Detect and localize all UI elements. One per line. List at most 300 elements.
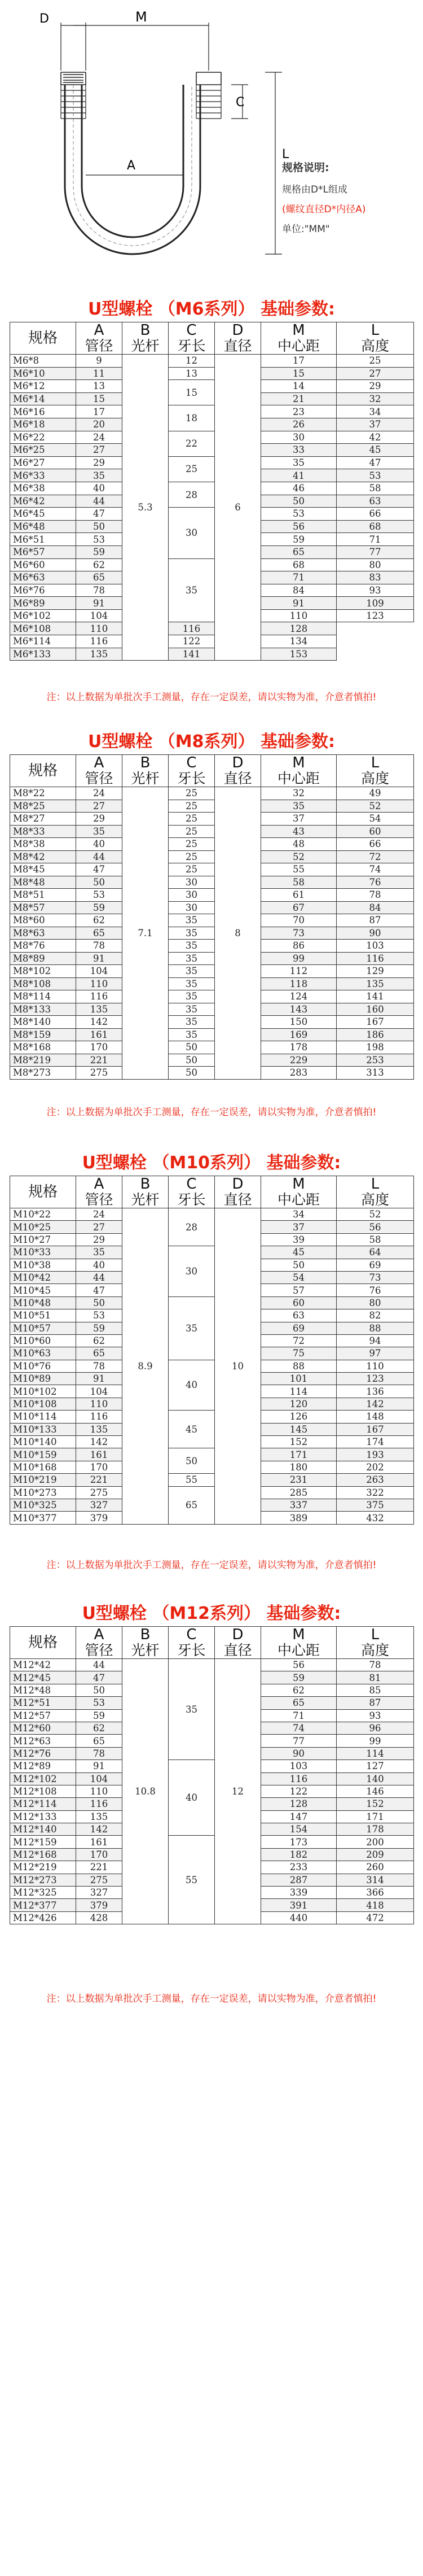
header-letter: A [94,1626,104,1643]
table-cell: 116 [76,635,122,648]
c-value-cell: 45 [169,1411,215,1448]
table-cell: 96 [337,1722,414,1734]
d-value-cell: 8 [215,787,261,1080]
table-cell: 53 [76,1697,122,1709]
table-cell: 53 [76,889,122,902]
table-cell: 40 [76,482,122,495]
table-cell: 83 [337,571,414,584]
c-value-cell: 35 [169,977,215,990]
table-cell: M10*57 [10,1322,76,1334]
table-cell: M6*16 [10,405,76,418]
table-cell: 174 [337,1436,414,1448]
header-cell [76,1627,122,1659]
table-cell: M6*48 [10,520,76,533]
header-cell [215,1627,261,1659]
table-cell: 84 [261,584,337,597]
header-label: 管径 [85,338,113,354]
c-value-cell: 25 [169,787,215,800]
table-row [10,355,414,368]
table-cell: 391 [261,1899,337,1911]
table-row [10,405,414,418]
table-cell: 47 [76,1284,122,1296]
table-cell: 65 [76,1347,122,1360]
table-cell: 313 [337,1067,414,1080]
dim-label-a: A [127,159,136,173]
table-cell: M12*42 [10,1659,76,1671]
table-cell: 45 [261,1246,337,1259]
table-cell: 104 [76,965,122,978]
header-cell [10,322,76,355]
table-cell: M8*159 [10,1028,76,1041]
table-cell: M8*114 [10,990,76,1003]
c-value-cell: 25 [169,850,215,863]
header-cell [10,1627,76,1659]
table-cell: 78 [76,584,122,597]
header-label: 光杆 [131,338,160,354]
table-cell: M6*63 [10,571,76,584]
table-cell: 85 [337,1684,414,1696]
table-cell: 91 [76,597,122,610]
table-cell: 123 [337,609,414,622]
table-cell: 182 [261,1848,337,1861]
header-label: 光杆 [131,1642,160,1658]
header-letter: L [371,322,380,339]
table-cell: 141 [337,990,414,1003]
table-cell: M8*45 [10,863,76,876]
table-row [10,1836,414,1848]
table-cell: M12*168 [10,1848,76,1861]
table-cell: M6*18 [10,418,76,431]
table-row [10,813,414,826]
header-spec-label: 规格 [28,762,58,779]
table-cell: 60 [261,1296,337,1309]
c-value-cell: 35 [169,1028,215,1041]
table-cell: 53 [76,533,122,546]
table-cell: 35 [76,469,122,482]
header-cell [215,1176,261,1208]
table-cell: 47 [76,1671,122,1684]
c-value-cell: 25 [169,863,215,876]
table-cell: M10*63 [10,1347,76,1360]
table-cell: 366 [337,1887,414,1899]
table-cell: 30 [261,431,337,444]
table-cell: 54 [261,1271,337,1283]
c-value-cell: 25 [169,800,215,813]
table-row [10,456,414,469]
section-title: U型螺栓 （M12系列） 基础参数: [82,1604,341,1623]
table-cell: 170 [76,1461,122,1473]
table-cell: M6*42 [10,495,76,508]
table-cell: 58 [337,1233,414,1246]
d-value-cell: 6 [215,355,261,661]
table-cell: 37 [261,813,337,826]
table-cell: 142 [76,1436,122,1448]
table-cell: 73 [261,927,337,940]
table-cell: 140 [337,1772,414,1785]
table-cell: 120 [261,1398,337,1410]
table-cell: 58 [337,482,414,495]
table-cell: 129 [337,965,414,978]
table-cell: M6*51 [10,533,76,546]
table-cell: 70 [261,914,337,927]
table-cell: 35 [261,456,337,469]
c-value-cell: 25 [169,813,215,826]
section-note: 注：以上数据为单批次手工测量，存在一定误差，请以实物为准，介意者慎拍! [46,1107,377,1118]
spec-table [10,754,414,1080]
table-cell: M6*57 [10,545,76,558]
table-cell: 78 [76,940,122,953]
table-cell: 59 [76,901,122,914]
table-cell: 161 [76,1836,122,1848]
table-cell: 180 [261,1461,337,1473]
table-cell: 231 [261,1474,337,1486]
spec-notes-line3: 单位:"MM" [282,224,330,235]
header-letter: M [292,1626,305,1643]
header-letter: D [232,754,244,771]
table-cell: 77 [261,1735,337,1747]
header-cell [337,755,414,787]
header-label: 光杆 [131,1191,160,1208]
table-cell: 60 [337,825,414,838]
table-cell: 136 [337,1385,414,1398]
header-cell [261,755,337,787]
header-label: 管径 [85,1642,113,1658]
table-cell: 52 [337,800,414,813]
table-cell: 41 [261,469,337,482]
table-cell: M10*114 [10,1411,76,1423]
header-letter: L [371,1176,380,1193]
table-cell: M10*108 [10,1398,76,1410]
table-cell: 128 [261,622,337,635]
table-cell: 34 [261,1208,337,1221]
table-cell: M6*133 [10,648,76,661]
dim-label-m: M [135,9,147,25]
table-cell: 50 [261,1259,337,1271]
table-cell: 152 [261,1436,337,1448]
table-cell: 65 [76,571,122,584]
header-label: 牙长 [177,1191,206,1208]
table-cell: 91 [261,597,337,610]
table-cell: M10*51 [10,1309,76,1322]
table-cell: 142 [337,1398,414,1410]
table-row [10,850,414,863]
table-row [10,1054,414,1067]
table-cell: 135 [76,1810,122,1823]
c-value-cell: 35 [169,952,215,965]
table-row [10,965,414,978]
table-cell: 167 [337,1016,414,1029]
table-cell: M6*22 [10,431,76,444]
table-cell: 27 [337,367,414,380]
header-letter: D [232,322,244,339]
table-cell: M8*48 [10,876,76,889]
header-cell [122,1176,169,1208]
table-cell: 29 [76,813,122,826]
table-cell: 56 [261,520,337,533]
table-cell: 221 [76,1474,122,1486]
table-cell: 101 [261,1373,337,1385]
table-cell: M8*51 [10,889,76,902]
header-label: 中心距 [277,770,320,787]
c-value-cell: 25 [169,456,215,482]
table-cell: 68 [337,520,414,533]
table-cell: 173 [261,1836,337,1848]
dim-label-l: L [282,147,289,161]
table-row [10,800,414,813]
table-cell: M10*273 [10,1486,76,1499]
header-cell [122,1627,169,1659]
table-cell: M8*22 [10,787,76,800]
table-cell: 285 [261,1486,337,1499]
table-cell: 32 [337,392,414,405]
table-cell: 35 [76,825,122,838]
table-cell: 52 [337,1208,414,1221]
table-cell: 50 [76,520,122,533]
c-value-cell: 50 [169,1041,215,1054]
header-label: 直径 [223,1191,252,1208]
table-cell: 50 [261,495,337,508]
spec-notes-line1: 规格由D*L组成 [282,184,348,195]
table-row [10,1016,414,1029]
table-cell: 221 [76,1861,122,1874]
table-cell: 81 [337,1671,414,1684]
spec-table [10,322,414,661]
header-cell [337,322,414,355]
table-cell: 43 [261,825,337,838]
header-cell [76,322,122,355]
header-cell [169,1627,215,1659]
table-cell: 472 [337,1911,414,1924]
table-cell: M6*8 [10,355,76,368]
table-cell: 17 [76,405,122,418]
header-label: 光杆 [131,770,160,787]
table-cell: 44 [76,850,122,863]
table-cell: 72 [261,1334,337,1347]
header-label: 直径 [223,1642,252,1658]
table-cell: 66 [337,508,414,521]
section-title: U型螺栓 （M6系列） 基础参数: [88,299,335,319]
table-cell: M12*57 [10,1709,76,1722]
header-letter: L [371,1626,380,1643]
table-cell: 91 [76,952,122,965]
table-row [10,635,414,648]
table-cell: 26 [261,418,337,431]
table-cell: 27 [76,444,122,457]
table-cell: M12*219 [10,1861,76,1874]
section-note: 注：以上数据为单批次手工测量，存在一定误差，请以实物为准，介意者慎拍! [46,692,377,703]
table-cell: M8*219 [10,1054,76,1067]
table-cell: 116 [261,1772,337,1785]
table-cell: M8*42 [10,850,76,863]
table-cell: 114 [261,1385,337,1398]
table-cell: 110 [337,1360,414,1372]
table-row [10,431,414,444]
c-value-cell: 40 [169,1760,215,1836]
c-value-cell: 13 [169,367,215,380]
table-cell: 86 [261,940,337,953]
table-cell: 90 [261,1747,337,1759]
table-row [10,1246,414,1259]
table-cell: 88 [337,1322,414,1334]
table-cell: M10*102 [10,1385,76,1398]
table-cell: 94 [337,1334,414,1347]
table-cell: 170 [76,1848,122,1861]
table-cell: 114 [337,1747,414,1759]
c-value-cell: 50 [169,1067,215,1080]
header-spec-label: 规格 [28,329,58,347]
table-cell: M12*325 [10,1887,76,1899]
table-cell: 275 [76,1486,122,1499]
table-cell: M12*89 [10,1760,76,1772]
table-cell: 29 [76,456,122,469]
table-cell: 200 [337,1836,414,1848]
table-row [10,558,414,571]
table-cell: M12*377 [10,1899,76,1911]
table-cell: 73 [337,1271,414,1283]
c-value-cell: 35 [169,1003,215,1016]
table-cell: 59 [261,1671,337,1684]
table-cell: 48 [261,838,337,851]
table-cell: 14 [261,380,337,393]
c-value-cell: 35 [169,914,215,927]
c-value-cell: 35 [169,927,215,940]
table-cell: 59 [76,1322,122,1334]
b-value-cell: 8.9 [122,1208,169,1525]
table-cell: 65 [76,927,122,940]
header-spec-label: 规格 [28,1183,58,1200]
dim-label-d: D [39,12,49,26]
table-cell: 62 [76,558,122,571]
table-cell: 109 [337,597,414,610]
table-cell: M6*33 [10,469,76,482]
table-cell: 37 [337,418,414,431]
table-cell: M12*60 [10,1722,76,1734]
c-value-cell: 25 [169,838,215,851]
table-row [10,1659,414,1671]
table-cell: 418 [337,1899,414,1911]
table-cell: 171 [337,1810,414,1823]
table-cell: 47 [76,863,122,876]
table-cell: 72 [337,850,414,863]
table-row [10,1411,414,1423]
header-label: 高度 [360,770,389,787]
table-row [10,927,414,940]
header-label: 高度 [360,1191,389,1208]
table-cell: M10*45 [10,1284,76,1296]
d-value-cell: 12 [215,1659,261,1924]
c-value-cell: 55 [169,1836,215,1924]
c-value-cell: 40 [169,1360,215,1411]
table-cell: 74 [261,1722,337,1734]
table-cell: 11 [76,367,122,380]
table-cell: 78 [76,1360,122,1372]
table-cell: 153 [261,648,337,661]
table-cell: 379 [76,1899,122,1911]
table-cell: 198 [337,1041,414,1054]
table-cell: M10*377 [10,1512,76,1524]
table-cell: M8*63 [10,927,76,940]
c-value-cell: 35 [169,1296,215,1360]
table-cell: 32 [261,787,337,800]
table-cell: 103 [261,1760,337,1772]
header-letter: D [232,1176,244,1193]
spec-table [10,1176,414,1525]
c-value-cell: 35 [169,1659,215,1760]
table-cell: M6*114 [10,635,76,648]
table-cell: M10*133 [10,1423,76,1435]
table-cell: 110 [76,1398,122,1410]
header-letter: C [186,1626,197,1643]
table-row [10,1041,414,1054]
table-cell: 34 [337,405,414,418]
table-cell: 63 [337,495,414,508]
table-cell: 23 [261,405,337,418]
table-cell: 116 [76,1411,122,1423]
table-cell: 104 [76,1385,122,1398]
header-label: 中心距 [277,1642,320,1658]
table-cell: M12*76 [10,1747,76,1759]
table-cell: 33 [261,444,337,457]
table-cell: 93 [337,1709,414,1722]
section-note: 注：以上数据为单批次手工测量，存在一定误差，请以实物为准，介意者慎拍! [46,1993,377,2005]
section-note: 注：以上数据为单批次手工测量，存在一定误差，请以实物为准，介意者慎拍! [46,1560,377,1571]
table-cell: 63 [261,1309,337,1322]
header-label: 牙长 [177,338,206,354]
table-cell: 152 [337,1798,414,1810]
table-cell: 275 [76,1067,122,1080]
table-row [10,838,414,851]
c-value-cell: 28 [169,1208,215,1246]
table-cell: 35 [76,1246,122,1259]
table-row [10,1360,414,1372]
c-value-cell: 35 [169,940,215,953]
table-cell: M6*10 [10,367,76,380]
table-cell: 59 [76,1709,122,1722]
table-cell: M12*108 [10,1785,76,1797]
header-letter: C [186,754,197,771]
table-cell: 339 [261,1887,337,1899]
table-row [10,380,414,393]
spec-notes-title: 规格说明: [282,161,329,174]
header-cell [169,755,215,787]
table-cell: 44 [76,1659,122,1671]
table-cell: M6*108 [10,622,76,635]
table-cell: 80 [337,558,414,571]
table-cell: 169 [261,1028,337,1041]
table-cell: 59 [76,545,122,558]
table-cell: 167 [337,1423,414,1435]
table-cell: 52 [261,850,337,863]
table-cell: M10*76 [10,1360,76,1372]
table-cell: 58 [261,876,337,889]
header-cell [122,755,169,787]
table-cell: M10*42 [10,1271,76,1283]
table-cell: 66 [337,838,414,851]
table-cell: M8*60 [10,914,76,927]
section-title: U型螺栓 （M8系列） 基础参数: [88,732,335,752]
table-cell: M12*140 [10,1823,76,1836]
table-cell: 160 [337,1003,414,1016]
table-cell: 71 [261,571,337,584]
header-letter: C [186,1176,197,1193]
table-cell: 29 [76,1233,122,1246]
c-value-cell: 35 [169,558,215,622]
table-cell: M10*22 [10,1208,76,1221]
table-cell: 154 [261,1823,337,1836]
table-cell: 229 [261,1054,337,1067]
table-cell: 27 [76,800,122,813]
table-cell: 65 [261,1697,337,1709]
